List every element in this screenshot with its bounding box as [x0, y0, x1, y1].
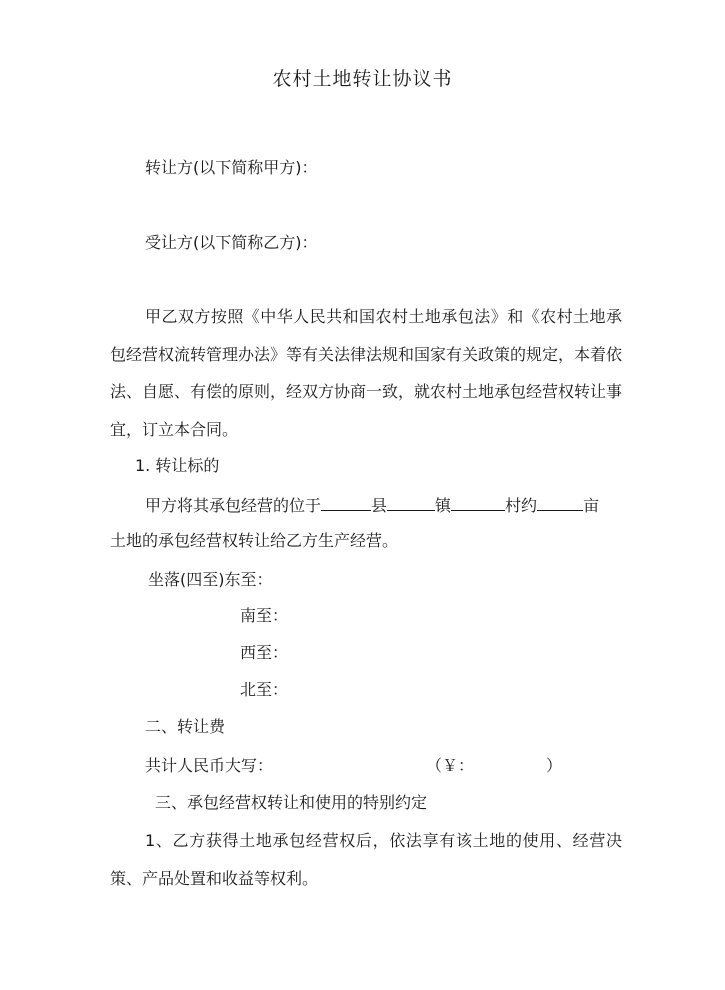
location-line — [145, 492, 599, 517]
section1-heading: 1. 转让标的 — [135, 456, 220, 475]
mu-label: 亩 — [583, 496, 600, 515]
county-blank — [321, 492, 371, 511]
section2-heading: 二、转让费 — [145, 717, 226, 736]
intro-paragraph: 甲乙双方按照《中华人民共和国农村土地承包法》和《农村土地承包经营权流转管理办法》等有关法律法规和国家有关政策的规定，本着依法、自愿、有偿的原则，经双方协商一致，就农村土地承包经营权转让事宜，订立本合同。 — [110, 307, 623, 439]
clause-1: 1、乙方获得土地承包经营权后，依法享有该土地的使用、经营决策、产品处置和收益等权利。 — [110, 831, 622, 888]
transferor-line: 转让方(以下简称甲方)： — [145, 158, 318, 177]
area-blank — [537, 492, 583, 511]
boundary-south: 南至： — [240, 606, 289, 625]
town-label: 镇 — [435, 496, 452, 515]
boundary-east: 坐落(四至)东至： — [148, 570, 273, 589]
document-title: 农村土地转让协议书 — [272, 68, 453, 90]
location-line-2: 土地的承包经营权转让给乙方生产经营。 — [110, 531, 399, 550]
fee-close: ） — [546, 756, 563, 775]
town-blank — [387, 492, 435, 511]
location-prefix: 甲方将其承包经营的位于 — [145, 496, 322, 515]
village-blank — [451, 492, 505, 511]
fee-yen: （￥： — [426, 756, 475, 775]
fee-label: 共计人民币大写： — [145, 756, 274, 775]
boundary-west: 西至： — [240, 643, 289, 662]
county-label: 县 — [371, 496, 388, 515]
village-label: 村约 — [505, 496, 538, 515]
boundary-north: 北至： — [240, 680, 289, 699]
transferee-line: 受让方(以下简称乙方)： — [145, 233, 318, 252]
section3-heading: 三、承包经营权转让和使用的特别约定 — [155, 793, 428, 812]
